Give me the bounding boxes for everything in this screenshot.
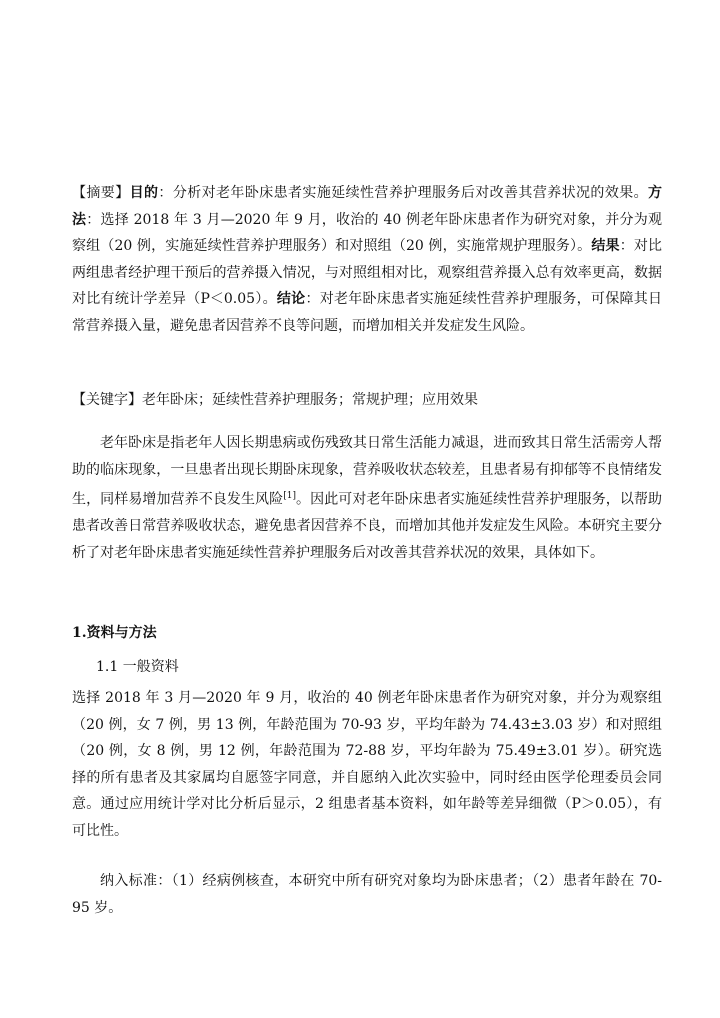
section-heading-1-1: 1.1 一般资料: [96, 659, 179, 675]
keywords-paragraph: [72, 387, 662, 414]
intro-text-2: 。因此可对老年卧床患者实施延续性营养护理服务，以帮助患者改善日常营养吸收状态，避免患者因营养不良，而增加其他并发症发生风险。本研究主要分析了对老年卧床患者实施延续性营养护理服务后对改善其营养状况的效果，具体如下。: [72, 491, 663, 561]
conclusion-text: ：对老年卧床患者实施延续性营养护理服务，可保障其日常营养摄入量，避免患者因营养不良等问题，而增加相关并发症发生风险。: [72, 291, 663, 334]
result-text: ：对比两组患者经护理干预后的营养摄入情况，与对照组相对比，观察组营养摄入总有效率更高，数据对比有统计学差异（P＜0.05）。: [72, 238, 663, 307]
citation-marker: [1]: [283, 491, 296, 501]
intro-text-1: 老年卧床是指老年人因长期患病或伤残致其日常生活能力减退，进而致其日常生活需旁人帮助的临床现象，一旦患者出现长期卧床现象，营养吸收状态较差，且患者易有抑郁等不良情绪发生，同样易增加营养不良发生风险: [72, 435, 662, 508]
purpose-text: ：分析对老年卧床患者实施延续性营养护理服务后对改善其营养状况的效果。: [158, 185, 649, 201]
conclusion-label: 结论: [276, 291, 306, 307]
abstract-paragraph: [72, 180, 662, 339]
purpose-label: 目的: [129, 185, 159, 201]
keywords-label: 【关键字】: [72, 392, 142, 408]
method-text: ：选择 2018 年 3 月—2020 年 9 月，收治的 40 例老年卧床患者作为研究对象，并分为观察组（20 例，实施延续性营养护理服务）和对照组（20 例，实施常规护理服务）。: [72, 211, 663, 254]
keywords-text: 老年卧床；延续性营养护理服务；常规护理；应用效果: [142, 392, 478, 408]
section-heading-1: 1.资料与方法: [72, 625, 157, 641]
intro-paragraph: [72, 430, 662, 566]
inclusion-criteria-paragraph: 纳入标准：（1）经病例核查，本研究中所有研究对象均为卧床患者；（2）患者年龄在 70-95 岁。: [72, 873, 662, 916]
abstract-prefix: 【摘要】: [72, 185, 130, 201]
result-label: 结果: [591, 238, 620, 254]
section-1-1-body: 选择 2018 年 3 月—2020 年 9 月，收治的 40 例老年卧床患者作为研究对象，并分为观察组（20 例，女 7 例，男 13 例，年龄范围为 70-93 岁，平均年龄为 74.43±3.03 岁）和对照组（20 例，女 8 例，男 12 例，年龄范围为 72-88 岁，平均年龄为 75.49±3.01 岁）。研究选择的所有患者及其家属均自愿签字同意，并自愿纳入此次实验中，同时经由医学伦理委员会同意。通过应用统计学对比分析后显示，2 组患者基本资料，如年龄等差异细微（P＞0.05），有可比性。: [72, 690, 662, 839]
method-label: 方法: [72, 185, 663, 228]
